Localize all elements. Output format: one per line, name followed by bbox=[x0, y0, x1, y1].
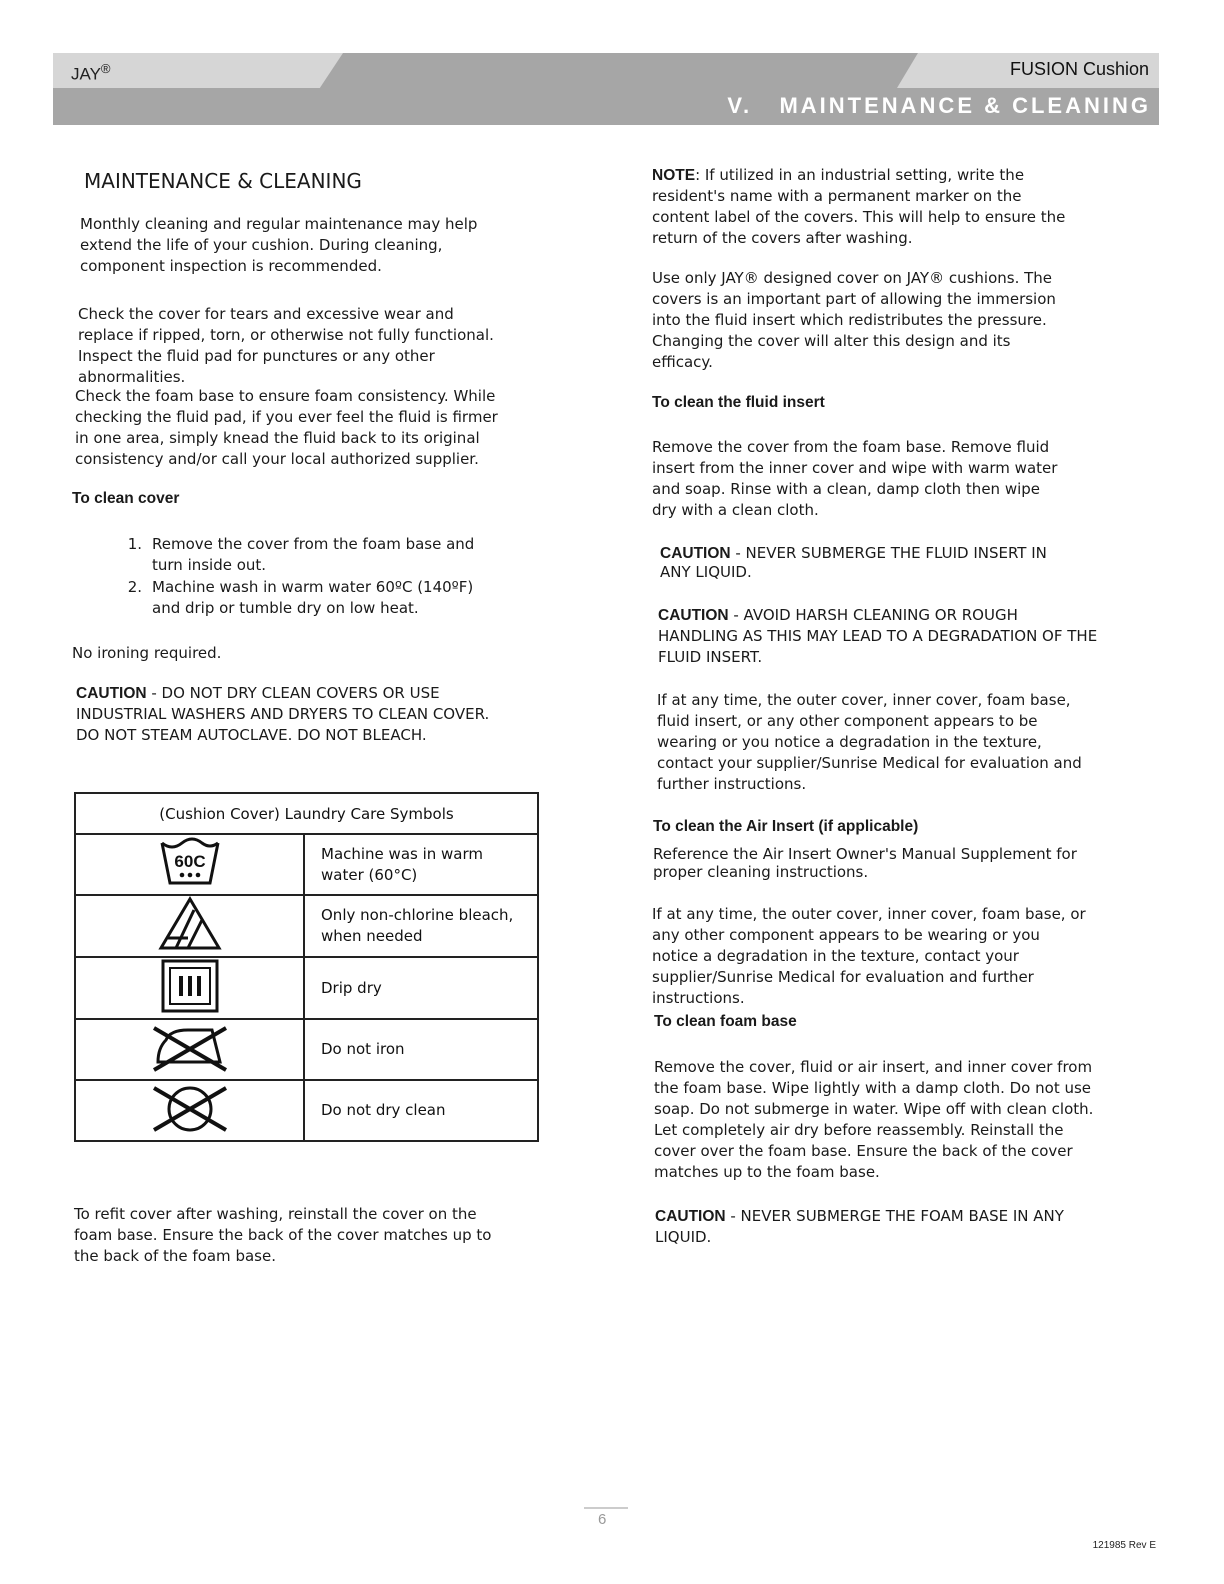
note-paragraph: NOTE: If utilized in an industrial setting, write the resident's name with a permanent marker on the content label of the covers. This will help to ensure the return of the covers after washing. bbox=[652, 166, 1066, 247]
care-text: Machine was in warm water (60°C) bbox=[304, 834, 538, 895]
left-column bbox=[0, 0, 612, 1400]
clean-cover-steps bbox=[106, 534, 506, 619]
table-row bbox=[75, 895, 538, 957]
table-row bbox=[75, 1019, 538, 1080]
caution-foam-submerge: CAUTION - NEVER SUBMERGE THE FOAM BASE IN ANY LIQUID. bbox=[655, 1207, 1064, 1246]
intro-paragraph: Monthly cleaning and regular maintenance may help extend the life of your cushion. During cleaning, component inspection is recommended. bbox=[80, 215, 478, 275]
care-text: Drip dry bbox=[304, 957, 538, 1019]
table-row bbox=[75, 957, 538, 1019]
wear-paragraph-1: If at any time, the outer cover, inner cover, foam base, fluid insert, or any other component appears to be wearing or you notice a degradation in the texture, contact your supplier/Sunrise Medical for evaluation and further instructions. bbox=[657, 691, 1082, 793]
do-not-dry-clean-icon bbox=[75, 1080, 304, 1141]
svg-text:60C: 60C bbox=[173, 851, 206, 871]
drip-dry-icon bbox=[75, 957, 304, 1019]
caution-label: CAUTION bbox=[655, 1208, 726, 1225]
list-item: 1. Remove the cover from the foam base and turn inside out. bbox=[127, 535, 475, 574]
note-label: NOTE bbox=[652, 167, 696, 184]
caution-fluid-submerge: CAUTION - NEVER SUBMERGE THE FLUID INSERT IN ANY LIQUID. bbox=[660, 544, 1047, 581]
list-item: 2. Machine wash in warm water 60ºC (140ºF) and drip or tumble dry on low heat. bbox=[127, 578, 474, 617]
caution-cover: CAUTION - DO NOT DRY CLEAN COVERS OR USE INDUSTRIAL WASHERS AND DRYERS TO CLEAN COVER. DO NOT STEAM AUTOCLAVE. DO NOT BLEACH. bbox=[76, 684, 490, 744]
page-title: MAINTENANCE & CLEANING bbox=[84, 169, 362, 193]
caution-label: CAUTION bbox=[660, 545, 731, 562]
use-only-paragraph: Use only JAY® designed cover on JAY® cushions. The covers is an important part of allowing the immersion into the fluid insert which redistributes the pressure. Changing the cover will alter this design and its efficacy. bbox=[652, 269, 1056, 371]
do-not-iron-icon bbox=[75, 1019, 304, 1080]
air-insert-paragraph: Reference the Air Insert Owner's Manual Supplement for proper cleaning instructions. bbox=[653, 845, 1077, 881]
foam-base-heading: To clean foam base bbox=[654, 1013, 797, 1030]
care-text: Do not dry clean bbox=[304, 1080, 538, 1141]
page-number: 6 bbox=[598, 1511, 607, 1528]
air-insert-heading: To clean the Air Insert (if applicable) bbox=[653, 818, 919, 835]
cover-check-paragraph: Check the cover for tears and excessive wear and replace if ripped, torn, or otherwise not fully functional. Inspect the fluid pad for punctures or any other abnormalities. bbox=[78, 305, 494, 386]
table-row bbox=[75, 1080, 538, 1141]
right-column bbox=[612, 0, 1224, 1400]
laundry-care-table bbox=[74, 792, 539, 1142]
foam-check-paragraph: Check the foam base to ensure foam consistency. While checking the fluid pad, if you ever feel the fluid is firmer in one area, simply knead the fluid back to its original consistency and/or call your local authorized supplier. bbox=[75, 387, 498, 468]
table-caption: (Cushion Cover) Laundry Care Symbols bbox=[75, 793, 538, 834]
table-row bbox=[75, 834, 538, 895]
document-number: 121985 Rev E bbox=[1092, 1540, 1156, 1551]
refit-paragraph: To refit cover after washing, reinstall the cover on the foam base. Ensure the back of the cover matches up to the back of the foam base. bbox=[74, 1205, 492, 1265]
footer-rule bbox=[584, 1507, 628, 1509]
fluid-insert-heading: To clean the fluid insert bbox=[652, 394, 825, 411]
product-name: FUSION Cushion bbox=[1009, 59, 1149, 79]
caution-label: CAUTION bbox=[76, 685, 147, 702]
care-text: Do not iron bbox=[304, 1019, 538, 1080]
non-chlorine-bleach-icon bbox=[75, 895, 304, 957]
no-ironing-note: No ironing required. bbox=[72, 644, 222, 662]
foam-base-paragraph: Remove the cover, fluid or air insert, and inner cover from the foam base. Wipe lightly with a damp cloth. Do not use soap. Do not submerge in water. Wipe off with clean cloth. Let completely air dry before reassembly. Reinstall the cover over the foam base. Ensure the back of the cover matches up to the foam base. bbox=[654, 1058, 1094, 1181]
fluid-insert-paragraph: Remove the cover from the foam base. Remove fluid insert from the inner cover and wipe with warm water and soap. Rinse with a clean, damp cloth then wipe dry with a clean cloth. bbox=[652, 438, 1058, 519]
wash-60-icon bbox=[75, 834, 304, 895]
wear-paragraph-2: If at any time, the outer cover, inner cover, foam base, or any other component appears to be wearing or you notice a degradation in the texture, contact your supplier/Sunrise Medical for evaluation and further instructions. bbox=[652, 905, 1086, 1007]
clean-cover-heading: To clean cover bbox=[72, 490, 180, 507]
section-title: V. MAINTENANCE & CLEANING bbox=[727, 93, 1151, 118]
caution-label: CAUTION bbox=[658, 607, 729, 624]
caution-fluid-handling: CAUTION - AVOID HARSH CLEANING OR ROUGH HANDLING AS THIS MAY LEAD TO A DEGRADATION OF THE FLUID INSERT. bbox=[658, 606, 1098, 666]
brand-logo: JAY® bbox=[71, 61, 111, 84]
care-text: Only non-chlorine bleach, when needed bbox=[304, 895, 538, 957]
